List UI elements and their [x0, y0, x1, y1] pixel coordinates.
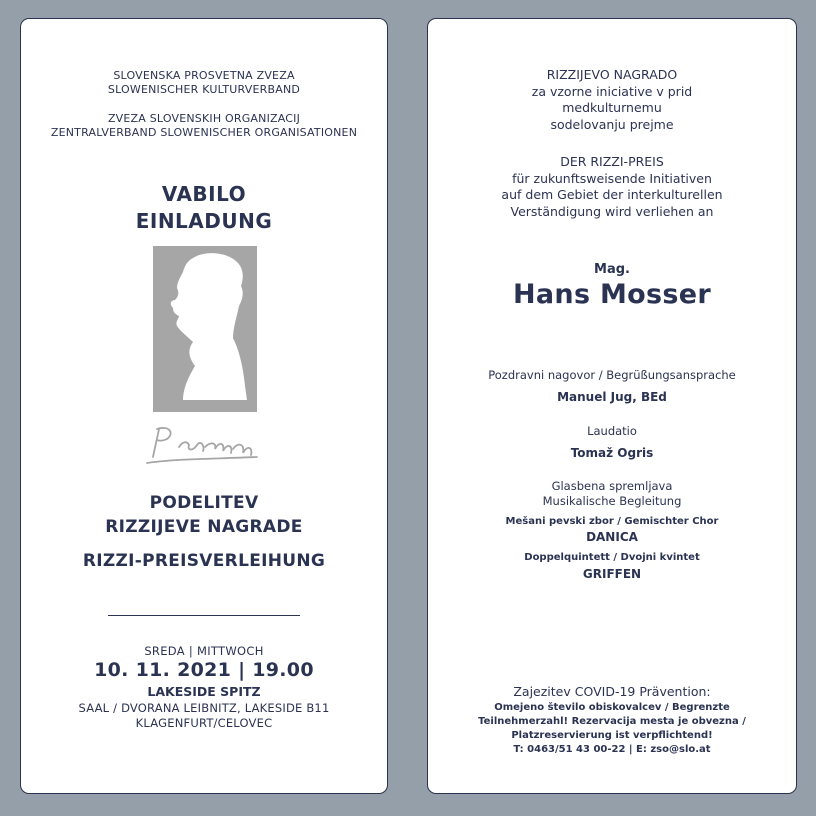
intro-german — [428, 154, 796, 220]
intro-de-line: DER RIZZI-PREIS — [560, 154, 664, 169]
intro-sl-line: za vzorne iniciative v prid — [531, 83, 693, 99]
intro-sl-line: sodelovanju prejme — [550, 116, 674, 132]
right-panel — [427, 18, 797, 794]
left-panel — [20, 18, 388, 794]
greeting-speaker: Manuel Jug, BEd — [557, 390, 667, 404]
covid-notice — [428, 701, 796, 757]
choir-label: Mešani pevski zbor / Gemischter Chor — [505, 516, 719, 527]
invitation-title — [21, 181, 387, 235]
award-heading-de: RIZZI-PREISVERLEIHUNG — [82, 551, 326, 571]
intro-sl-line: RIZZIJEVO NAGRADO — [546, 67, 678, 82]
org1-line2: SLOWENISCHER KULTURVERBAND — [107, 83, 301, 96]
quintet-label: Doppelquintett / Dvojni kvintet — [524, 552, 700, 563]
intro-de-line: Verständigung wird verliehen an — [510, 203, 714, 219]
org1-line1: SLOVENSKA PROSVETNA ZVEZA — [113, 69, 295, 82]
music-label-line1: Glasbena spremljava — [551, 479, 673, 493]
music-label-line2: Musikalische Begleitung — [542, 494, 682, 508]
event-datetime: 10. 11. 2021 | 19.00 — [94, 659, 314, 681]
org2-line2: ZENTRALVERBAND SLOWENISCHER ORGANISATIONEN — [50, 126, 358, 139]
quintet-name: GRIFFEN — [582, 567, 642, 581]
choir-name: DANICA — [586, 530, 638, 544]
silhouette-icon — [153, 246, 257, 412]
address-line2: KLAGENFURT/CELOVEC — [135, 716, 273, 730]
covid-line: Omejeno število obiskovalcev / Begrenzte — [494, 702, 730, 713]
recipient-name: Hans Mosser — [513, 279, 711, 310]
intro-sl-line: medkulturnemu — [562, 100, 662, 115]
greeting-label: Pozdravni nagovor / Begrüßungsansprache — [488, 368, 736, 382]
laudatio-label: Laudatio — [587, 424, 637, 438]
covid-heading: Zajezitev COVID-19 Prävention: — [513, 684, 711, 699]
event-address — [21, 701, 387, 731]
org-zveza-slovenskih-organizacij — [21, 112, 387, 140]
music-label — [428, 479, 796, 509]
intro-de-line: für zukunftsweisende Initiativen — [512, 170, 712, 186]
portrait-silhouette — [153, 246, 257, 412]
recipient-title: Mag. — [594, 262, 630, 277]
intro-de-line: auf dem Gebiet der interkulturellen — [501, 187, 723, 202]
org2-line1: ZVEZA SLOVENSKIH ORGANIZACIJ — [107, 112, 301, 125]
covid-line: Platzreservierung ist verpflichtend! — [511, 730, 713, 741]
title-line2: EINLADUNG — [135, 209, 273, 233]
title-line1: VABILO — [161, 182, 247, 206]
heading-line1: PODELITEV — [149, 493, 259, 513]
org-slovenska-prosvetna-zveza — [21, 69, 387, 97]
signature-image — [141, 419, 271, 467]
covid-line: Teilnehmerzahl! Rezervacija mesta je obvezna / — [478, 716, 746, 727]
award-heading-sl — [21, 491, 387, 539]
contact-info: T: 0463/51 43 00-22 | E: zso@slo.at — [513, 744, 711, 755]
event-venue: LAKESIDE SPITZ — [147, 684, 261, 699]
intro-slovene — [428, 67, 796, 133]
heading-line2: RIZZIJEVE NAGRADE — [105, 517, 303, 537]
divider-line — [108, 615, 300, 616]
laudatio-speaker: Tomaž Ogris — [570, 446, 654, 460]
event-day: SREDA | MITTWOCH — [144, 644, 264, 658]
address-line1: SAAL / DVORANA LEIBNITZ, LAKESIDE B11 — [78, 701, 330, 715]
